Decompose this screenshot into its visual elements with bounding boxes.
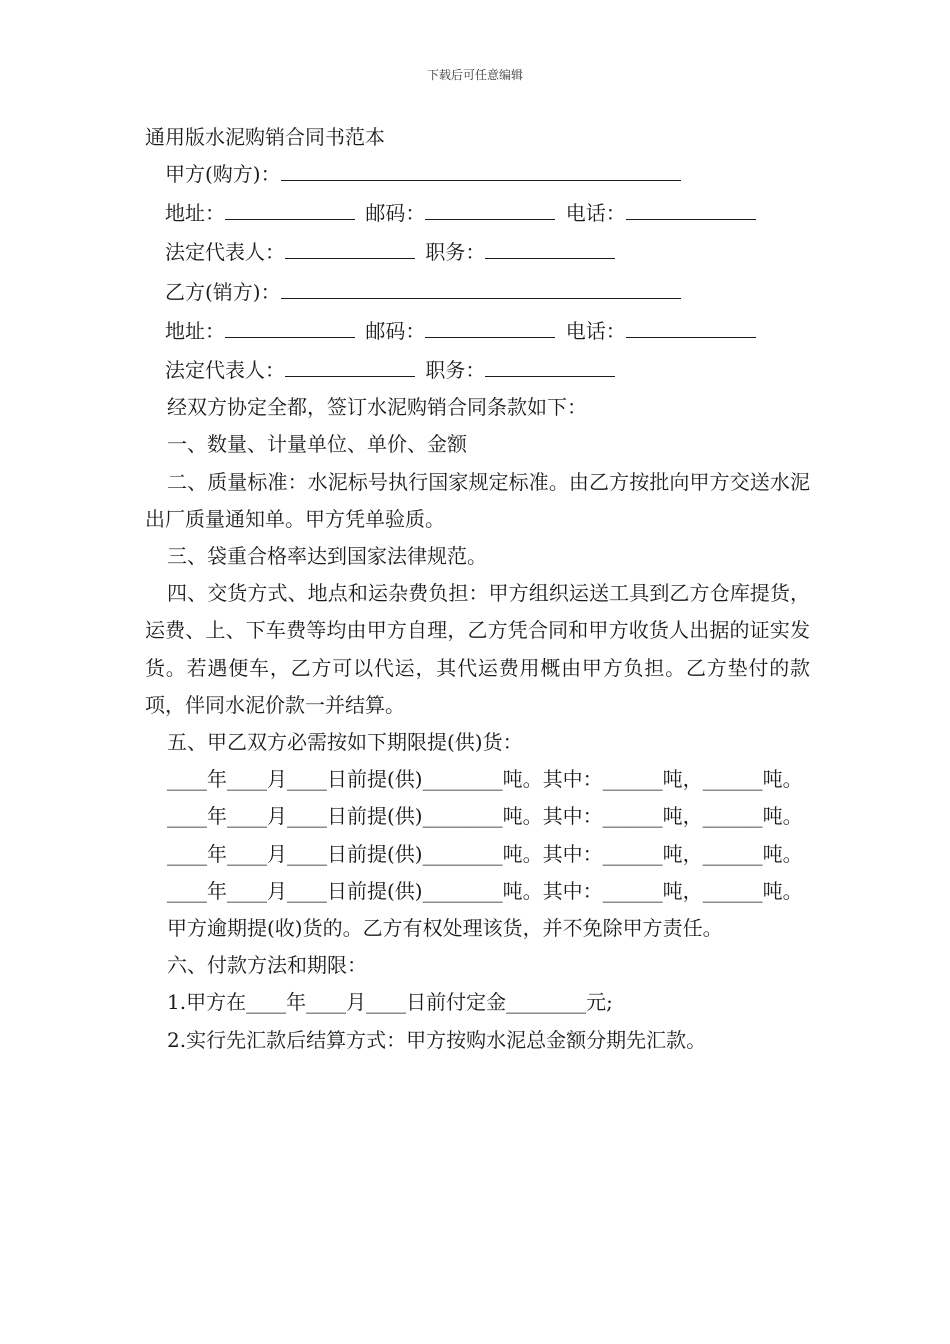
intro-paragraph: 经双方协定全都，签订水泥购销合同条款如下： <box>167 395 587 420</box>
party-b-position-label: 职务： <box>425 358 486 383</box>
delivery-line-3: ____年____月____日前提(供)________吨。其中：______吨，______吨。 <box>167 841 803 866</box>
party-a-postcode-label: 邮码： <box>365 201 426 226</box>
party-a-phone-label: 电话： <box>565 201 626 226</box>
party-a-name-field[interactable] <box>281 154 681 181</box>
party-a-line <box>145 154 810 193</box>
party-b-phone-label: 电话： <box>565 318 626 343</box>
party-b-postcode-field[interactable] <box>425 311 555 338</box>
party-b-contact-line <box>145 311 810 350</box>
party-b-name-field[interactable] <box>281 272 681 299</box>
late-delivery-paragraph: 甲方逾期提(收)货的。乙方有权处理该货，并不免除甲方责任。 <box>167 916 723 941</box>
party-b-postcode-label: 邮码： <box>365 318 426 343</box>
party-b-line <box>145 272 810 311</box>
party-a-postcode-field[interactable] <box>425 193 555 220</box>
clause-2: 二、质量标准：水泥标号执行国家规定标准。由乙方按批向甲方交送水泥出厂质量通知单。甲方凭单验质。 <box>145 469 810 531</box>
clause-3: 三、袋重合格率达到国家法律规范。 <box>167 544 487 569</box>
clause-5: 五、甲乙双方必需按如下期限提(供)货： <box>167 730 523 755</box>
document-title: 通用版水泥购销合同书范本 <box>145 125 385 149</box>
party-a-position-field[interactable] <box>485 232 615 259</box>
delivery-line-2: ____年____月____日前提(供)________吨。其中：______吨，______吨。 <box>167 804 803 829</box>
party-b-legal-rep-field[interactable] <box>285 350 415 377</box>
party-b-rep-line <box>145 350 810 389</box>
party-a-position-label: 职务： <box>425 240 486 265</box>
document-body <box>145 120 810 1059</box>
header-note: 下载后可任意编辑 <box>426 68 523 82</box>
party-a-contact-line <box>145 193 810 232</box>
clause-6: 六、付款方法和期限： <box>167 953 367 978</box>
party-a-rep-line <box>145 232 810 271</box>
party-a-address-field[interactable] <box>225 193 355 220</box>
clause-1: 一、数量、计量单位、单价、金额 <box>167 432 467 457</box>
party-a-phone-field[interactable] <box>626 193 756 220</box>
delivery-line-4: ____年____月____日前提(供)________吨。其中：______吨，______吨。 <box>167 878 803 903</box>
clause-6-item-2: 2.实行先汇款后结算方式：甲方按购水泥总金额分期先汇款。 <box>167 1027 707 1052</box>
party-b-label: 乙方(销方)： <box>165 279 281 304</box>
party-b-position-field[interactable] <box>485 350 615 377</box>
party-b-legal-rep-label: 法定代表人： <box>165 358 285 383</box>
party-b-address-field[interactable] <box>225 311 355 338</box>
party-a-legal-rep-field[interactable] <box>285 232 415 259</box>
clause-4: 四、交货方式、地点和运杂费负担：甲方组织运送工具到乙方仓库提货，运费、上、下车费等均由甲方自理，乙方凭合同和甲方收货人出据的证实发货。若遇便车，乙方可以代运，其代运费用概由甲方负担。乙方垫付的款项，伴同水泥价款一并结算。 <box>145 581 810 717</box>
party-a-label: 甲方(购方)： <box>165 162 281 186</box>
party-b-phone-field[interactable] <box>626 311 756 338</box>
party-a-legal-rep-label: 法定代表人： <box>165 240 285 265</box>
clause-6-item-1: 1.甲方在____年____月____日前付定金________元; <box>167 990 613 1015</box>
delivery-line-1: ____年____月____日前提(供)________吨。其中：______吨，______吨。 <box>167 767 803 792</box>
party-a-address-label: 地址： <box>165 201 225 226</box>
party-b-address-label: 地址： <box>165 318 225 343</box>
